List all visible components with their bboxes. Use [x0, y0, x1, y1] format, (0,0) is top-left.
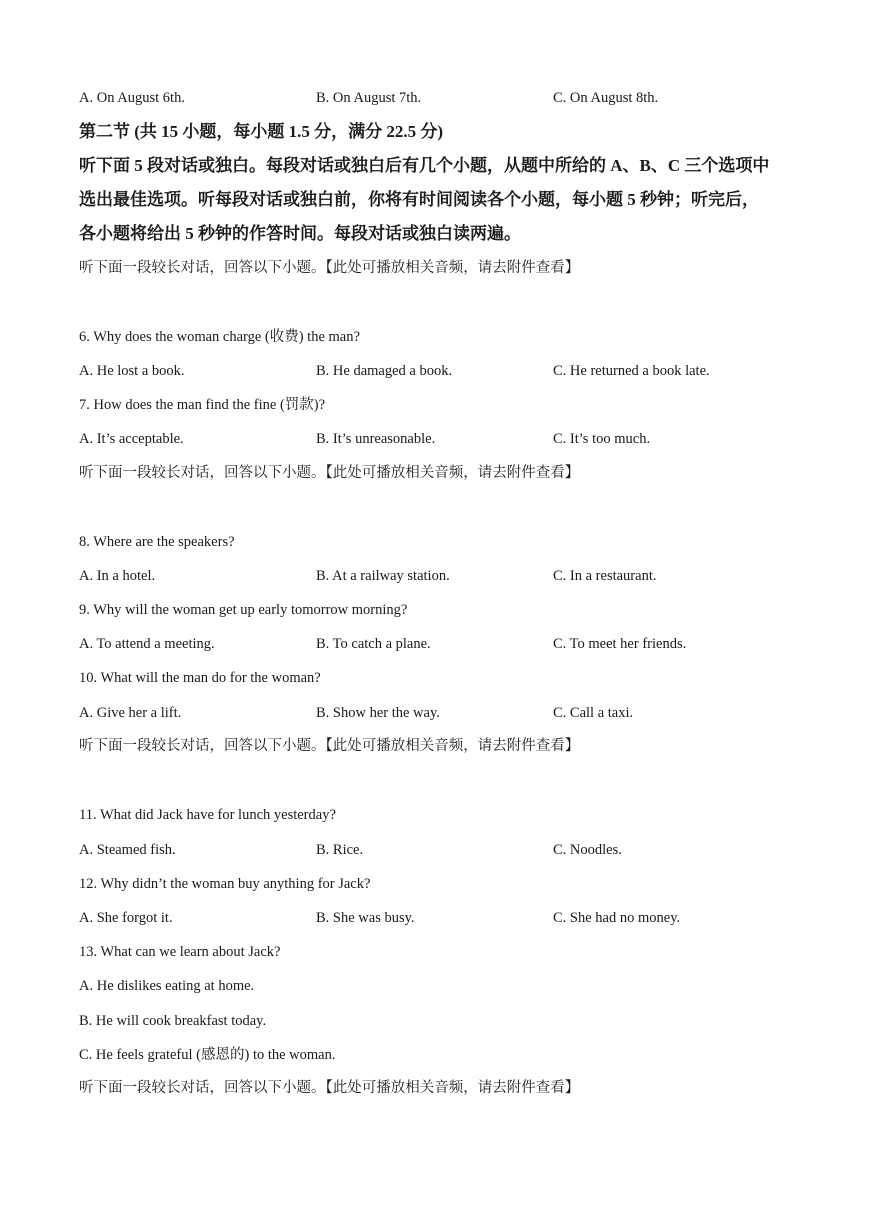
- option-b: B. She was busy.: [316, 910, 415, 926]
- question-11: 11. What did Jack have for lunch yesterday?: [79, 807, 336, 823]
- option-b: B. Show her the way.: [316, 705, 440, 721]
- audio-note: 听下面一段较长对话，回答以下小题。【此处可播放相关音频，请去附件查看】: [79, 1080, 580, 1096]
- question-8: 8. Where are the speakers?: [79, 534, 235, 550]
- question-8-options: [79, 566, 839, 586]
- option-a: A. Give her a lift.: [79, 705, 182, 721]
- option-c: C. Call a taxi.: [553, 705, 634, 721]
- option-c: C. It’s too much.: [553, 431, 651, 447]
- question-7-options: [79, 429, 839, 449]
- option-b: B. To catch a plane.: [316, 636, 431, 652]
- top-options-row: [79, 88, 839, 108]
- option-a: A. It’s acceptable.: [79, 431, 184, 447]
- audio-note: 听下面一段较长对话，回答以下小题。【此处可播放相关音频，请去附件查看】: [79, 465, 580, 481]
- option-a: A. She forgot it.: [79, 910, 173, 926]
- option-c: C. In a restaurant.: [553, 568, 657, 584]
- option-a: A. Steamed fish.: [79, 842, 176, 858]
- audio-note: 听下面一段较长对话，回答以下小题。【此处可播放相关音频，请去附件查看】: [79, 738, 580, 754]
- section-title: 第二节 (共 15 小题，每小题 1.5 分，满分 22.5 分): [79, 122, 444, 141]
- question-13-option-c: C. He feels grateful (感恩的) to the woman.: [79, 1047, 336, 1063]
- option-b: B. It’s unreasonable.: [316, 431, 436, 447]
- section-instructions-line-3: 各小题将给出 5 秒钟的作答时间。每段对话或独白读两遍。: [79, 224, 521, 243]
- question-13: 13. What can we learn about Jack?: [79, 944, 281, 960]
- option-c: C. On August 8th.: [553, 90, 659, 106]
- audio-note: 听下面一段较长对话，回答以下小题。【此处可播放相关音频，请去附件查看】: [79, 260, 580, 276]
- option-c: C. She had no money.: [553, 910, 681, 926]
- question-11-options: [79, 840, 839, 860]
- option-b: B. At a railway station.: [316, 568, 450, 584]
- section-instructions-line-2: 选出最佳选项。听每段对话或独白前，你将有时间阅读各个小题，每小题 5 秒钟；听完后，: [79, 190, 759, 209]
- option-a: A. He lost a book.: [79, 363, 185, 379]
- option-b: B. Rice.: [316, 842, 364, 858]
- question-13-option-b: B. He will cook breakfast today.: [79, 1013, 267, 1029]
- option-c: C. He returned a book late.: [553, 363, 710, 379]
- question-6: 6. Why does the woman charge (收费) the man?: [79, 329, 360, 345]
- question-10-options: [79, 703, 839, 723]
- question-13-option-a: A. He dislikes eating at home.: [79, 978, 255, 994]
- question-12-options: [79, 908, 839, 928]
- option-c: C. To meet her friends.: [553, 636, 687, 652]
- option-b: B. On August 7th.: [316, 90, 422, 106]
- question-9-options: [79, 634, 839, 654]
- option-b: B. He damaged a book.: [316, 363, 453, 379]
- question-7: 7. How does the man find the fine (罚款)?: [79, 397, 326, 413]
- section-instructions-line-1: 听下面 5 段对话或独白。每段对话或独白后有几个小题，从题中所给的 A、B、C 三个选项中: [79, 156, 770, 175]
- option-c: C. Noodles.: [553, 842, 622, 858]
- question-9: 9. Why will the woman get up early tomorrow morning?: [79, 602, 408, 618]
- question-12: 12. Why didn’t the woman buy anything for Jack?: [79, 876, 371, 892]
- question-6-options: [79, 361, 839, 381]
- option-a: A. In a hotel.: [79, 568, 156, 584]
- option-a: A. On August 6th.: [79, 90, 185, 106]
- option-a: A. To attend a meeting.: [79, 636, 215, 652]
- question-10: 10. What will the man do for the woman?: [79, 670, 321, 686]
